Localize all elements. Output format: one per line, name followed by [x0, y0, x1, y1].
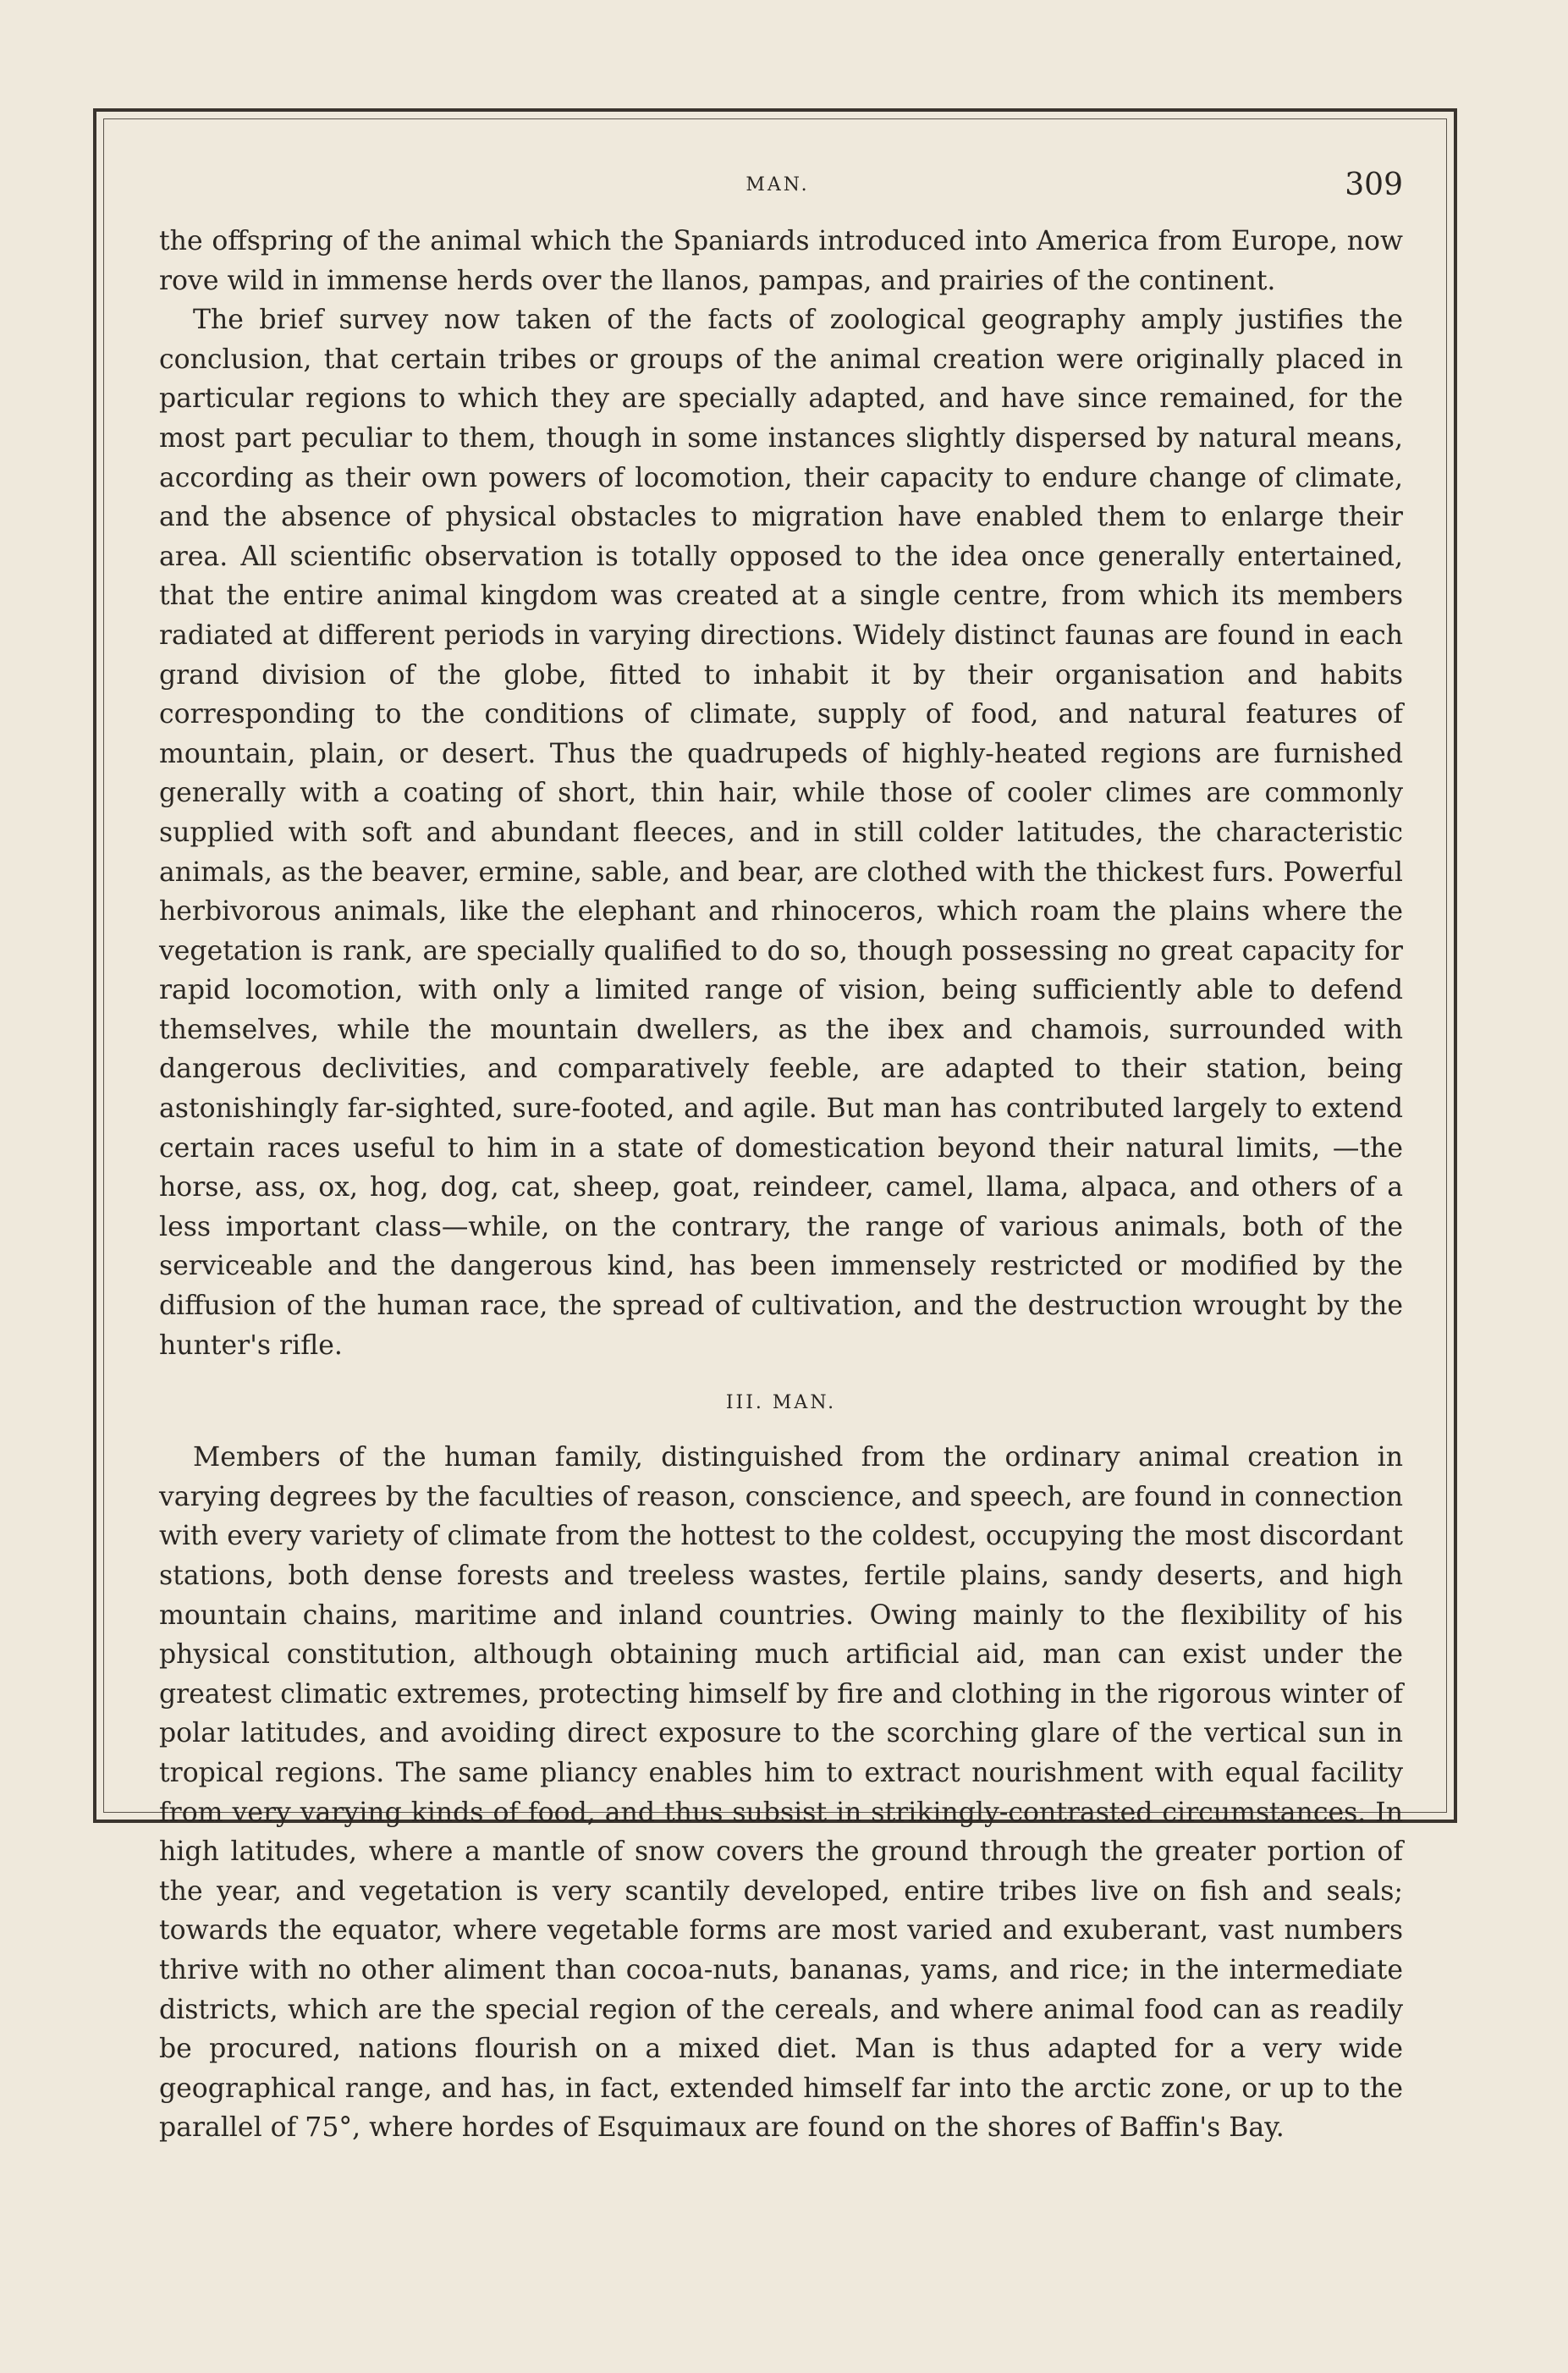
running-head: MAN. — [745, 174, 810, 195]
paragraph-continuation: the offspring of the animal which the Spaniards introduced into America from Europe, now rove wild in immense herds over the llanos, pampas, and prairies of the continent. — [159, 226, 1403, 296]
body-text — [159, 222, 1403, 2148]
page-number: 309 — [1345, 168, 1403, 202]
section-heading: III. MAN. — [725, 1392, 837, 1414]
paragraph-human-family: Members of the human family, distinguished from the ordinary animal creation in varying degrees by the faculties of reason, conscience, and speech, are found in connection with every variety of climate from the hottest to the coldest, occupying the most discordant stations, both dense forests and treeless wastes, fertile plains, sandy deserts, and high mountain chains, maritime and inland countries. Owing mainly to the flexibility of his physical constitution, although obtaining much artificial aid, man can exist under the greatest climatic extremes, protecting himself by fire and clothing in the rigorous winter of polar latitudes, and avoiding direct exposure to the scorching glare of the vertical sun in tropical regions. The same pliancy enables him to extract nourishment with equal facility from very varying kinds of food, and thus subsist in strikingly-contrasted circumstances. In high latitudes, where a mantle of snow covers the ground through the greater portion of the year, and vegetation is very scantily developed, entire tribes live on fish and seals; towards the equator, where vegetable forms are most varied and exuberant, vast numbers thrive with no other aliment than cocoa-nuts, bananas, yams, and rice; in the intermediate districts, which are the special region of the cereals, and where animal food can as readily be procured, nations flourish on a mixed diet. Man is thus adapted for a very wide geographical range, and has, in fact, extended himself far into the arctic zone, or up to the parallel of 75°, where hordes of Esquimaux are found on the shores of Baffin's Bay. — [159, 1442, 1403, 2144]
page-header — [152, 168, 1403, 210]
paragraph-zoological-survey: The brief survey now taken of the facts of zoological geography amply justifies the conclusion, that certain tribes or groups of the animal creation were originally placed in particular regions to which they are specially adapted, and have since remained, for the most part peculiar to them, though in some instances slightly dispersed by natural means, according as their own powers of locomotion, their capacity to endure change of climate, and the absence of physical obstacles to migration have enabled them to enlarge their area. All scientific observation is totally opposed to the idea once generally entertained, that the entire animal kingdom was created at a single centre, from which its members radiated at different periods in varying directions. Widely distinct faunas are found in each grand division of the globe, fitted to inhabit it by their organisation and habits corresponding to the conditions of climate, supply of food, and natural features of mountain, plain, or desert. Thus the quadrupeds of highly-heated regions are furnished generally with a coating of short, thin hair, while those of cooler climes are commonly supplied with soft and abundant fleeces, and in still colder latitudes, the characteristic animals, as the beaver, ermine, sable, and bear, are clothed with the thickest furs. Powerful herbivorous animals, like the elephant and rhinoceros, which roam the plains where the vegetation is rank, are specially qualified to do so, though possessing no great capacity for rapid locomotion, with only a limited range of vision, being sufficiently able to defend themselves, while the mountain dwellers, as the ibex and chamois, surrounded with dangerous declivities, and comparatively feeble, are adapted to their station, being astonishingly far-sighted, sure-footed, and agile. But man has contributed largely to extend certain races useful to him in a state of domestication beyond their natural limits, —the horse, ass, ox, hog, dog, cat, sheep, goat, reindeer, camel, llama, alpaca, and others of a less important class—while, on the contrary, the range of various animals, both of the serviceable and the dangerous kind, has been immensely restricted or modified by the diffusion of the human race, the spread of cultivation, and the destruction wrought by the hunter's rifle. — [159, 305, 1403, 1361]
